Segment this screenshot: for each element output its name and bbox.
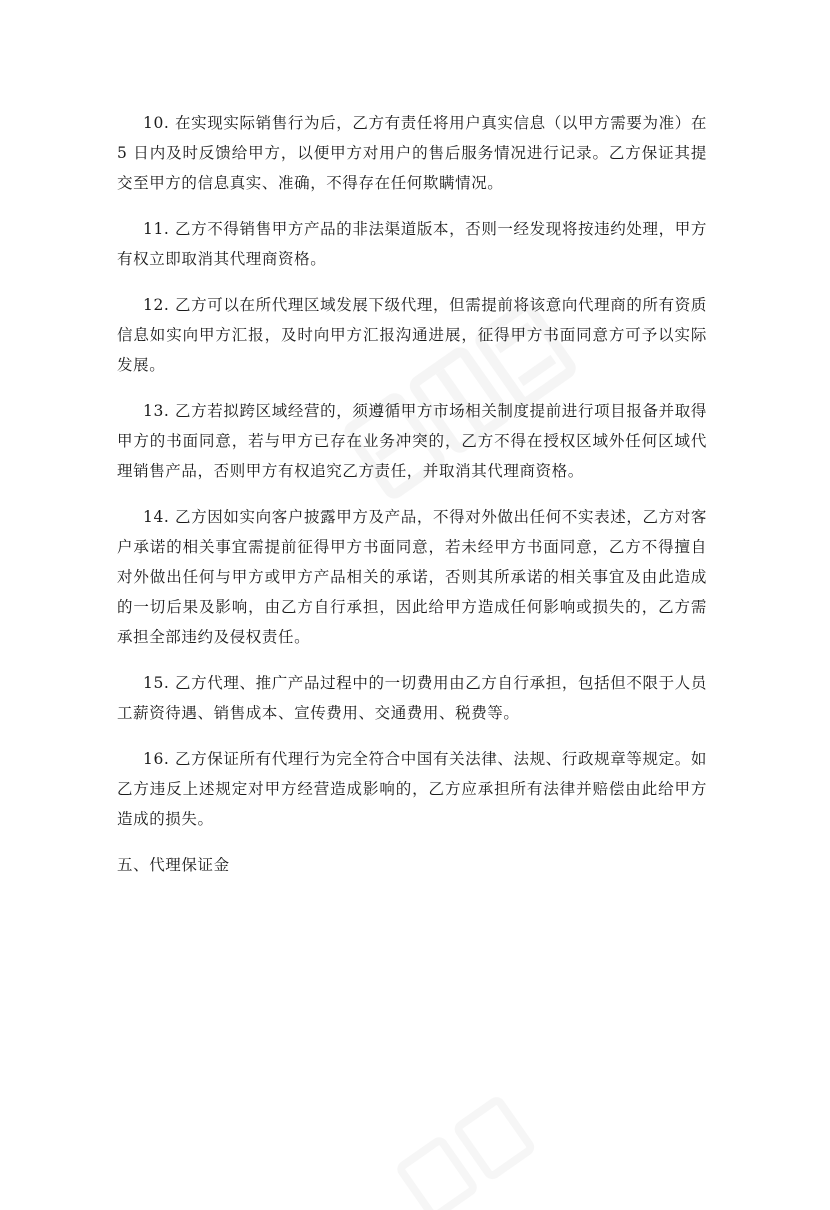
watermark-logo-fragment-icon [380,1090,540,1210]
clause-14: 14. 乙方因如实向客户披露甲方及产品，不得对外做出任何不实表述，乙方对客户承诺的相关事宜需提前征得甲方书面同意，若未经甲方书面同意，乙方不得擅自对外做出任何与甲方或甲方产品相关的承诺，否则其所承诺的相关事宜及由此造成的一切后果及影响，由乙方自行承担，因此给甲方造成任何影响或损失的，乙方需承担全部违约及侵权责任。 [117,508,707,646]
clause-12: 12. 乙方可以在所代理区域发展下级代理，但需提前将该意向代理商的所有资质信息如实向甲方汇报，及时向甲方汇报沟通进展，征得甲方书面同意方可予以实际发展。 [117,296,707,374]
clause-16: 16. 乙方保证所有代理行为完全符合中国有关法律、法规、行政规章等规定。如乙方违反上述规定对甲方经营造成影响的，乙方应承担所有法律并赔偿由此给甲方造成的损失。 [117,750,707,828]
section-heading: 五、代理保证金 [117,856,230,874]
clause-11: 11. 乙方不得销售甲方产品的非法渠道版本，否则一经发现将按违约处理，甲方有权立即取消其代理商资格。 [117,220,707,268]
clause-13: 13. 乙方若拟跨区域经营的，须遵循甲方市场相关制度提前进行项目报备并取得甲方的书面同意，若与甲方已存在业务冲突的，乙方不得在授权区域外任何区域代理销售产品，否则甲方有权追究乙方责任，并取消其代理商资格。 [117,402,707,480]
clause-10: 10. 在实现实际销售行为后，乙方有责任将用户真实信息（以甲方需要为准）在 5 日内及时反馈给甲方，以便甲方对用户的售后服务情况进行记录。乙方保证其提交至甲方的信息真实、准确，不得存在任何欺瞒情况。 [117,114,729,192]
clause-15: 15. 乙方代理、推广产品过程中的一切费用由乙方自行承担，包括但不限于人员工薪资待遇、销售成本、宣传费用、交通费用、税费等。 [117,674,707,722]
document-body [117,108,729,880]
